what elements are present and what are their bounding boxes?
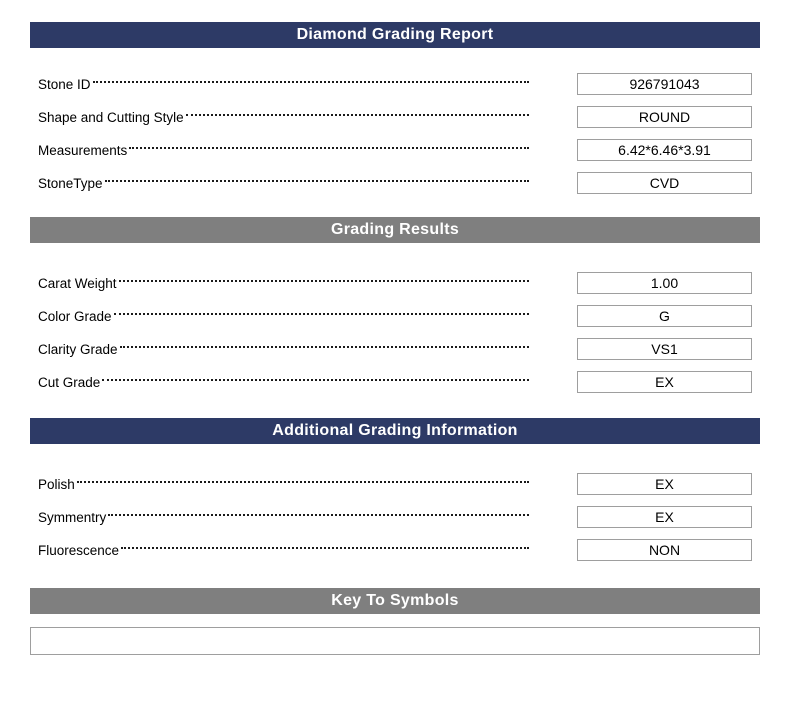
section-header-additional-grading-information: Additional Grading Information bbox=[30, 418, 760, 444]
report-title-bar: Diamond Grading Report bbox=[30, 22, 760, 48]
report-row bbox=[38, 337, 752, 361]
field-label: Shape and Cutting Style bbox=[38, 109, 184, 125]
dot-leader bbox=[93, 81, 529, 83]
field-label: Symmentry bbox=[38, 509, 107, 525]
section-header-key-to-symbols: Key To Symbols bbox=[30, 588, 760, 614]
field-value-box: EX bbox=[577, 506, 752, 528]
report-row bbox=[38, 538, 752, 562]
dot-leader bbox=[119, 280, 529, 282]
dot-leader bbox=[114, 313, 529, 315]
field-value-box: EX bbox=[577, 473, 752, 495]
field-value-box: CVD bbox=[577, 172, 752, 194]
grading-results-section bbox=[30, 243, 760, 418]
dot-leader bbox=[108, 514, 529, 516]
report-row bbox=[38, 138, 752, 162]
report-row bbox=[38, 171, 752, 195]
report-row bbox=[38, 304, 752, 328]
field-label: Fluorescence bbox=[38, 542, 120, 558]
dot-leader bbox=[120, 346, 529, 348]
report-row bbox=[38, 105, 752, 129]
field-label: Clarity Grade bbox=[38, 341, 118, 357]
identification-section bbox=[30, 48, 760, 217]
field-value-box: 6.42*6.46*3.91 bbox=[577, 139, 752, 161]
field-label: Measurements bbox=[38, 142, 128, 158]
section-header-grading-results: Grading Results bbox=[30, 217, 760, 243]
field-value-box: ROUND bbox=[577, 106, 752, 128]
field-label: StoneType bbox=[38, 175, 103, 191]
field-value-box: VS1 bbox=[577, 338, 752, 360]
report-row bbox=[38, 271, 752, 295]
field-value-box: 1.00 bbox=[577, 272, 752, 294]
field-label: Color Grade bbox=[38, 308, 112, 324]
field-label: Carat Weight bbox=[38, 275, 117, 291]
dot-leader bbox=[129, 147, 529, 149]
report-row bbox=[38, 72, 752, 96]
field-value-box: NON bbox=[577, 539, 752, 561]
report-row bbox=[38, 370, 752, 394]
dot-leader bbox=[105, 180, 529, 182]
additional-grading-section bbox=[30, 444, 760, 588]
dot-leader bbox=[77, 481, 529, 483]
dot-leader bbox=[186, 114, 529, 116]
field-value-box: G bbox=[577, 305, 752, 327]
field-value-box: EX bbox=[577, 371, 752, 393]
field-label: Polish bbox=[38, 476, 75, 492]
dot-leader bbox=[121, 547, 529, 549]
field-value-box: 926791043 bbox=[577, 73, 752, 95]
dot-leader bbox=[102, 379, 529, 381]
report-row bbox=[38, 472, 752, 496]
report-row bbox=[38, 505, 752, 529]
field-label: Cut Grade bbox=[38, 374, 101, 390]
field-label: Stone ID bbox=[38, 76, 91, 92]
key-symbols-content-box bbox=[30, 627, 760, 655]
